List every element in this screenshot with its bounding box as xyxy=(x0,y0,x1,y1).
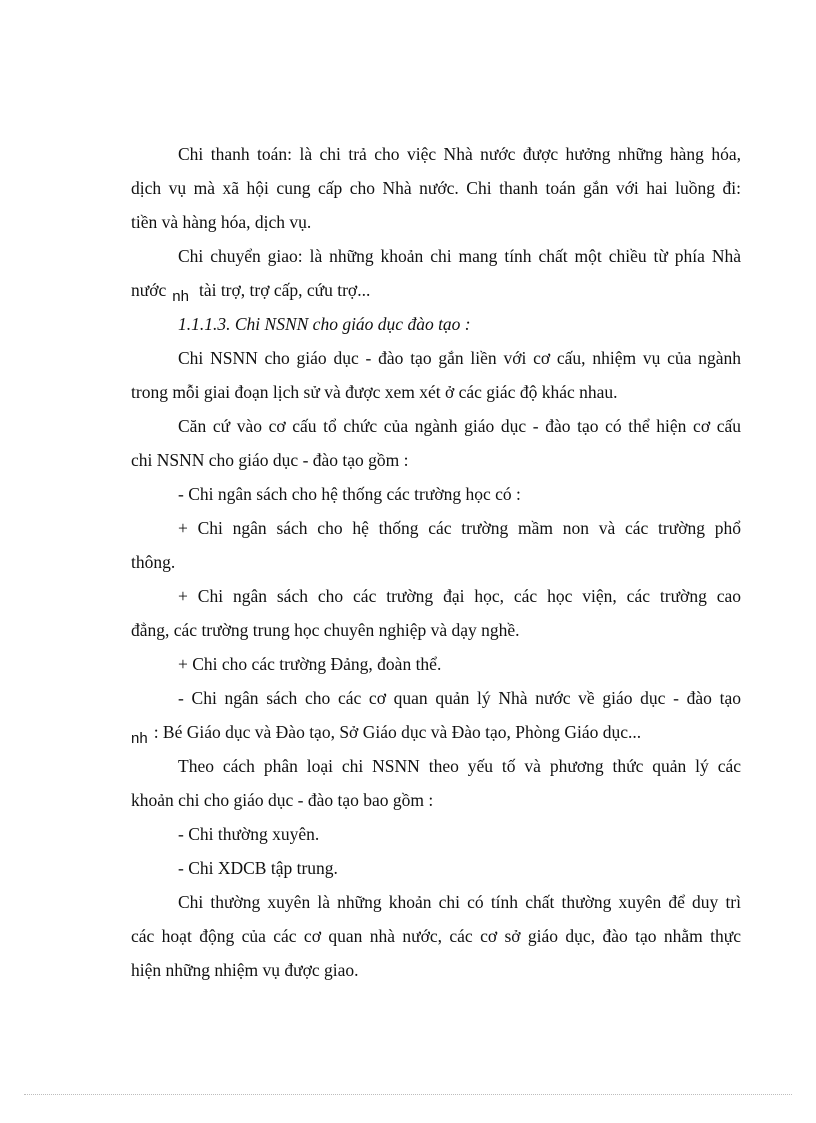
paragraph-thuong-xuyen-line-3: hiện những nhiệm vụ được giao. xyxy=(131,960,359,980)
section-heading: 1.1.1.3. Chi NSNN cho giáo dục đào tạo : xyxy=(178,314,471,334)
list-item-truong-hoc: - Chi ngân sách cho hệ thống các trường học có : xyxy=(178,484,521,504)
paragraph-phan-loai-line-1: Theo cách phân loại chi NSNN theo yếu tố và phương thức quản lý các xyxy=(178,756,741,776)
list-item-dai-hoc-line-1: + Chi ngân sách cho các trường đại học, các học viện, các trường cao xyxy=(178,586,741,606)
paragraph-phan-loai-line-2: khoản chi cho giáo dục - đào tạo bao gồm : xyxy=(131,790,434,810)
paragraph-thuong-xuyen-line-1: Chi thường xuyên là những khoản chi có tính chất thường xuyên để duy trì xyxy=(178,892,741,912)
list-item-chi-xdcb: - Chi XDCB tập trung. xyxy=(178,858,338,878)
list-item-co-quan-quan-ly-line-2 xyxy=(131,720,741,746)
list-item-chi-thuong-xuyen: - Chi thường xuyên. xyxy=(178,824,320,844)
list-item-co-quan-quan-ly-line-1: - Chi ngân sách cho các cơ quan quản lý Nhà nước về giáo dục - đào tạo xyxy=(178,688,741,708)
list-item-mam-non-line-1: + Chi ngân sách cho hệ thống các trường mầm non và các trường phổ xyxy=(178,518,741,538)
paragraph-chi-nsnn-line-1: Chi NSNN cho giáo dục - đào tạo gắn liền với cơ cấu, nhiệm vụ của ngành xyxy=(178,348,741,368)
text-nuoc: nước xyxy=(131,280,167,300)
text-bo-giao-duc: : Bé Giáo dục và Đào tạo, Sở Giáo dục và Đào tạo, Phòng Giáo dục... xyxy=(153,722,642,742)
list-item-dai-hoc-line-2: đẳng, các trường trung học chuyên nghiệp và dạy nghề. xyxy=(131,620,520,640)
footer-dotted-rule xyxy=(24,1094,792,1095)
text-tai-tro: tài trợ, trợ cấp, cứu trợ... xyxy=(198,280,371,300)
paragraph-chi-nsnn-line-2: trong mỗi giai đoạn lịch sử và được xem xét ở các giác độ khác nhau. xyxy=(131,382,618,402)
nh-fragment: nh xyxy=(131,730,148,747)
paragraph-chi-thanh-toan-line-3: tiền và hàng hóa, dịch vụ. xyxy=(131,212,312,232)
paragraph-chi-chuyen-giao-line-2 xyxy=(131,278,741,304)
paragraph-thuong-xuyen-line-2: các hoạt động của các cơ quan nhà nước, các cơ sở giáo dục, đào tạo nhằm thực xyxy=(131,926,741,946)
paragraph-chi-chuyen-giao-line-1: Chi chuyển giao: là những khoản chi mang tính chất một chiều từ phía Nhà xyxy=(178,246,741,266)
paragraph-can-cu-line-1: Căn cứ vào cơ cấu tổ chức của ngành giáo dục - đào tạo có thể hiện cơ cấu xyxy=(178,416,741,436)
list-item-mam-non-line-2: thông. xyxy=(131,552,176,572)
paragraph-can-cu-line-2: chi NSNN cho giáo dục - đào tạo gồm : xyxy=(131,450,409,470)
paragraph-chi-thanh-toan-line-1: Chi thanh toán: là chi trả cho việc Nhà nước được hưởng những hàng hóa, xyxy=(178,144,741,164)
paragraph-chi-thanh-toan-line-2: dịch vụ mà xã hội cung cấp cho Nhà nước. Chi thanh toán gắn với hai luồng đi: xyxy=(131,178,741,198)
nh-fragment: nh xyxy=(172,288,189,305)
list-item-truong-dang: + Chi cho các trường Đảng, đoàn thể. xyxy=(178,654,442,674)
